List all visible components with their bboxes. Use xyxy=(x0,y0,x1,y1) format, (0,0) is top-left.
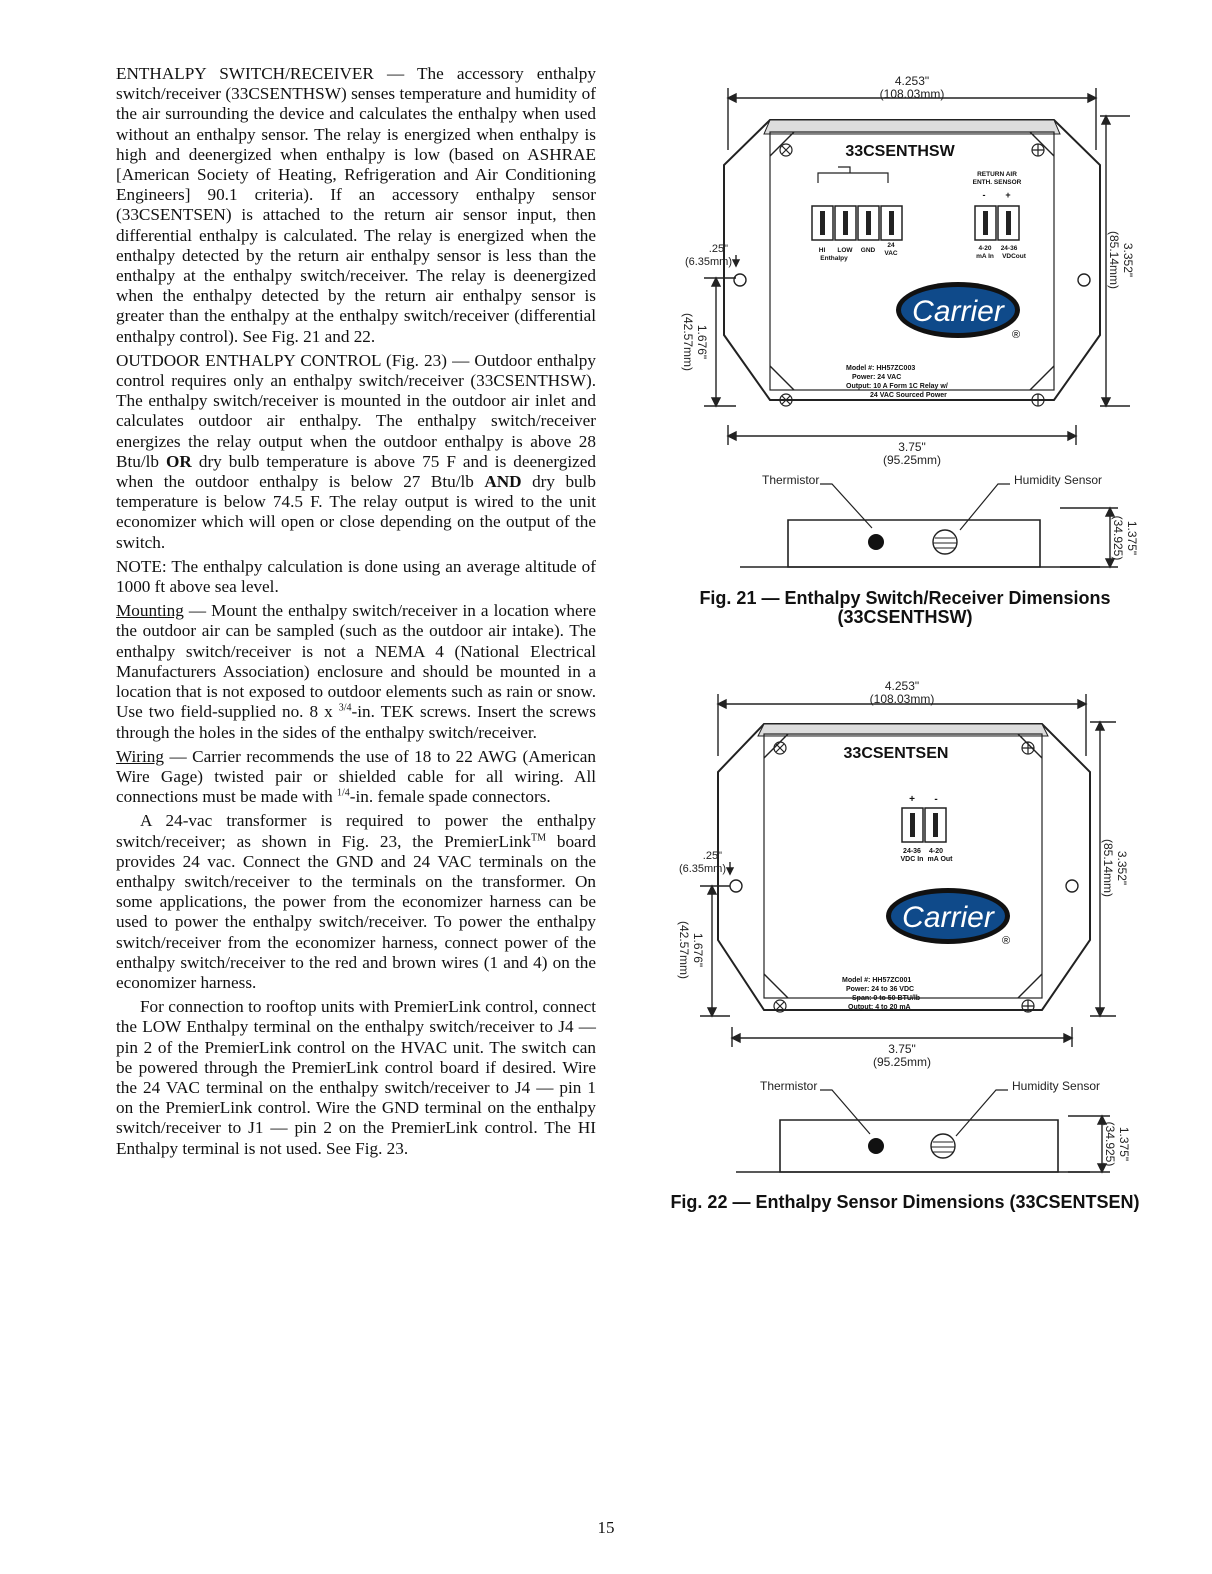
fig22-height-in: 3.352" xyxy=(1115,850,1129,886)
svg-text:24-36: 24-36 xyxy=(903,848,921,855)
fig22-hole-in: 1.676" xyxy=(691,932,705,968)
para-wiring: Wiring — Carrier recommends the use of 18 to 22 AWG (American Wire Gage) twisted pair or shielded cable for all wiring. All connections must be made with $^{1/4}$-in. female spade connectors. xyxy=(116,746,596,807)
para-enthalpy-switch: ENTHALPY SWITCH/RECEIVER — The accessory enthalpy switch/receiver (33CSENTHSW) senses temperature and humidity of the air surrounding the device and calculates the enthalpy when used without an enthalpy sensor. The relay is energized when enthalpy is high and deenergized when enthalpy is low (based on ASHRAE [American Society of Heating, Refrigeration and Air Conditioning Engineers] 90.1 criteria). If an accessory enthalpy sensor (33CSENTSEN) is attached to the return air sensor input, then differential enthalpy is calculated. The relay is energized when the enthalpy detected by the return air enthalpy sensor is less than the enthalpy at the enthalpy switch/receiver. The relay is deenergized when the enthalpy detected by the return air enthalpy sensor is greater than the enthalpy at the enthalpy switch/receiver (differential enthalpy control). See Fig. 21 and 22. xyxy=(116,64,596,346)
svg-text:VDC In: VDC In xyxy=(900,856,924,863)
svg-text:-: - xyxy=(934,794,938,805)
fig21-spec-model: Model #: HH57ZC003 xyxy=(846,365,916,372)
fig22-depth-in: 1.375" xyxy=(1117,1126,1131,1162)
fig22-caption: Fig. 22 — Enthalpy Sensor Dimensions (33CSENTSEN) xyxy=(670,1192,1140,1212)
fig22-width-mm: (108.03mm) xyxy=(869,692,935,706)
fig22-spec-model: Model #: HH57ZC001 xyxy=(842,977,912,984)
fig21-inner-mm: (95.25mm) xyxy=(882,453,942,467)
svg-text:®: ® xyxy=(1012,329,1021,341)
svg-text:Enthalpy: Enthalpy xyxy=(820,255,848,262)
fig22-humidity-label: Humidity Sensor xyxy=(1012,1079,1101,1093)
fig21-housing-outline xyxy=(724,120,1100,400)
fig22-thermistor-label: Thermistor xyxy=(760,1079,818,1093)
fig21-depth-mm: (34.925) xyxy=(1111,515,1125,561)
svg-text:VDCout: VDCout xyxy=(1002,253,1026,260)
fig21-drawing xyxy=(640,70,1160,590)
para-mounting: Mounting — Mount the enthalpy switch/receiver in a location where the outdoor air can be sampled (such as the outdoor air intake). The enthalpy switch/receiver is not a NEMA 4 (National Electrical Manufacturers Association) enclosure and should be mounted in a location that is not exposed to outdoor elements such as rain or snow. Use two field-supplied no. 8 x $^{3/4}$-in. TEK screws. Insert the screws through the holes in the sides of the enthalpy switch/receiver. xyxy=(116,601,597,742)
svg-text:RETURN AIR: RETURN AIR xyxy=(977,171,1017,178)
fig22-inner-in: 3.75" xyxy=(888,1042,916,1056)
fig22-offset-in: .25" xyxy=(702,850,722,862)
para-premierlink: For connection to rooftop units with PremierLink control, connect the LOW Enthalpy terminal on the enthalpy switch/receiver to J4 — pin 2 of the PremierLink control on the HVAC unit. The switch can be powered through the PremierLink control board if desired. Wire the 24 VAC terminal on the enthalpy switch/receiver to J4 — pin 1 on the PremierLink control. Wire the GND terminal on the enthalpy switch/receiver to J1 — pin 2 on the PremierLink control. The HI Enthalpy terminal is not used. See Fig. 23. xyxy=(116,997,596,1158)
fig21-offset-in: .25" xyxy=(708,243,728,255)
svg-text:GND: GND xyxy=(860,247,876,254)
fig22-height-mm: (85.14mm) xyxy=(1101,838,1115,898)
fig22-hole-mm: (42.57mm) xyxy=(677,920,691,980)
fig22-inner-mm: (95.25mm) xyxy=(872,1055,932,1069)
fig21-logo-text: Carrier xyxy=(912,295,1004,328)
svg-text:+: + xyxy=(909,794,915,805)
svg-text:4-20: 4-20 xyxy=(928,848,944,855)
page-number: 15 xyxy=(597,1518,615,1537)
svg-text:LOW: LOW xyxy=(837,247,853,254)
svg-text:VAC: VAC xyxy=(884,250,898,257)
fig21-humidity-label: Humidity Sensor xyxy=(1014,473,1103,487)
fig22-width-in: 4.253" xyxy=(884,679,920,693)
fig21-hole-mm: (42.57mm) xyxy=(681,312,695,372)
fig21-spec-output: Output: 10 A Form 1C Relay w/ xyxy=(846,383,948,390)
fig21-height-in: 3.352" xyxy=(1121,242,1135,278)
svg-text:mA Out: mA Out xyxy=(927,856,953,863)
fig21-height-mm: (85.14mm) xyxy=(1107,230,1121,290)
fig22-title: 33CSENTSEN xyxy=(843,745,949,762)
para-note: NOTE: The enthalpy calculation is done using an average altitude of 1000 ft above sea level. xyxy=(116,556,596,597)
fig22-spec-power: Power: 24 to 36 VDC xyxy=(846,986,915,993)
fig21-offset-mm: (6.35mm) xyxy=(684,256,732,268)
fig21-depth-in: 1.375" xyxy=(1125,520,1139,556)
svg-text:24-36: 24-36 xyxy=(1000,245,1018,252)
fig21-width-in: 4.253" xyxy=(894,74,930,88)
svg-text:HI: HI xyxy=(818,247,826,254)
fig22-offset-mm: (6.35mm) xyxy=(678,863,726,875)
body-column xyxy=(116,64,596,1163)
fig22-drawing xyxy=(640,672,1160,1192)
fig21-thermistor-icon xyxy=(868,534,884,550)
fig21-caption: Fig. 21 — Enthalpy Switch/Receiver Dimensions (33CSENTHSW) xyxy=(699,588,1111,627)
fig22-logo-text: Carrier xyxy=(902,901,994,934)
fig22-humidity-sensor-icon xyxy=(931,1134,955,1158)
fig21-hole-in: 1.676" xyxy=(695,324,709,360)
svg-text:ENTH. SENSOR: ENTH. SENSOR xyxy=(972,179,1022,186)
fig22-depth-mm: (34.925) xyxy=(1103,1121,1117,1167)
fig22-carrier-logo xyxy=(886,888,1010,947)
fig22-thermistor-icon xyxy=(868,1138,884,1154)
svg-text:4-20: 4-20 xyxy=(978,245,992,252)
para-outdoor-enthalpy: OUTDOOR ENTHALPY CONTROL (Fig. 23) — Outdoor enthalpy control requires only an enthalpy switch/receiver (33CSENTHSW). The enthalpy switch/receiver is mounted in the outdoor air inlet and calculates outdoor air enthalpy. The enthalpy switch/receiver energizes the relay output when the outdoor enthalpy is above 28 Btu/lb OR dry bulb temperature is above 75 F and is deenergized when the outdoor enthalpy is below 27 Btu/lb AND dry bulb temperature is below 74.5 F. The relay output is wired to the unit economizer which will open or close depending on the output of the switch. xyxy=(116,350,597,552)
fig21-spec-output2: 24 VAC Sourced Power xyxy=(870,392,947,399)
fig21-inner-in: 3.75" xyxy=(898,440,926,454)
svg-text:-: - xyxy=(982,190,986,200)
fig22-spec-span: Span: 0 to 50 BTU/lb xyxy=(852,995,921,1002)
fig21-side-view xyxy=(788,520,1040,567)
fig21-spec-power: Power: 24 VAC xyxy=(852,374,902,381)
svg-text:+: + xyxy=(1005,190,1011,200)
svg-text:24: 24 xyxy=(887,242,895,249)
fig21-thermistor-label: Thermistor xyxy=(762,473,820,487)
fig22-housing-outline xyxy=(718,724,1090,1010)
svg-text:mA In: mA In xyxy=(976,253,994,260)
fig22-side-view xyxy=(780,1120,1058,1172)
fig21-carrier-logo xyxy=(896,282,1020,341)
para-transformer: A 24-vac transformer is required to power the enthalpy switch/receiver; as shown in Fig. 23, the PremierLink™ board provides 24 vac. Connect the GND and 24 VAC terminals on the enthalpy switch/receiver to the terminals on the transformer. On some applications, the power from the economizer harness can be used to power the enthalpy switch/receiver. To power the enthalpy switch/receiver from the economizer harness, connect power of the enthalpy switch/receiver to the red and brown wires (1 and 4) on the economizer harness. xyxy=(116,811,596,992)
fig22-spec-output: Output: 4 to 20 mA xyxy=(848,1004,911,1011)
fig21-title: 33CSENTHSW xyxy=(845,143,955,160)
fig21-humidity-sensor-icon xyxy=(933,530,957,554)
svg-text:®: ® xyxy=(1002,935,1011,947)
fig21-width-mm: (108.03mm) xyxy=(879,87,945,101)
